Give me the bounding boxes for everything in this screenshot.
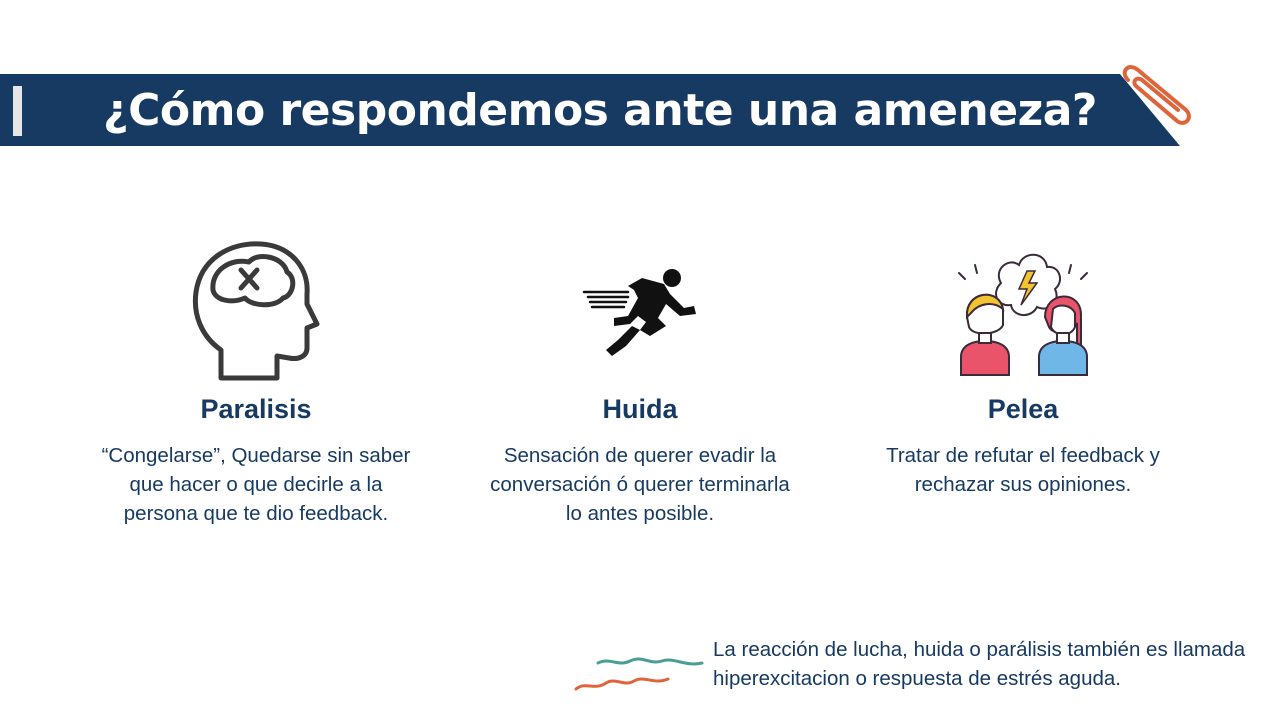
footer-note: La reacción de lucha, huida o parálisis también es llamada hiperexcitacion o respuesta de estrés aguda. (713, 638, 1246, 690)
response-card-huida (480, 230, 800, 528)
response-description: “Congelarse”, Quedarse sin saber que hacer o que decirle a la persona que te dio feedback. (101, 444, 411, 525)
wavy-lines-icon (574, 655, 706, 697)
response-card-paralisis (96, 230, 416, 528)
running-person-icon (480, 230, 800, 390)
head-x-icon (96, 230, 416, 390)
response-title: Huida (602, 394, 678, 424)
response-description: Sensación de querer evadir la conversación ó querer terminarla lo antes posible. (490, 444, 790, 525)
paperclip-icon (1118, 62, 1198, 132)
response-description: Tratar de refutar el feedback y rechazar sus opiniones. (886, 444, 1160, 496)
response-title: Paralisis (200, 394, 312, 424)
response-title: Pelea (987, 394, 1059, 424)
slide-title: ¿Cómo respondemos ante una ameneza? (103, 84, 1097, 136)
response-card-pelea (863, 230, 1183, 499)
arguing-people-icon (863, 230, 1183, 390)
